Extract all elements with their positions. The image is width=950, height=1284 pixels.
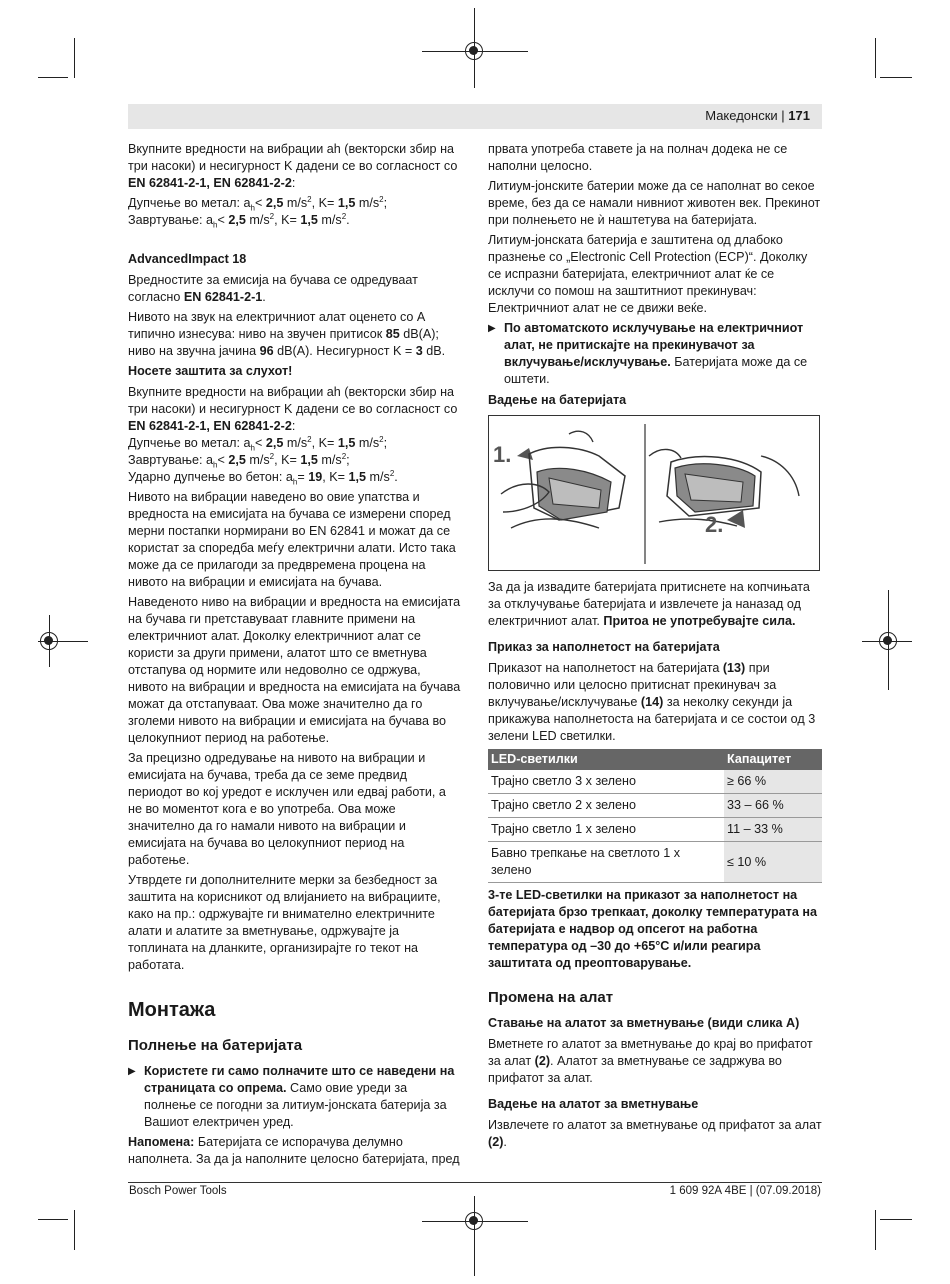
table-cell: 33 – 66 % <box>724 794 822 818</box>
table-cell: Трајно светло 3 x зелено <box>488 770 724 794</box>
vibration-intro-2: Вкупните вредности на вибрации ah (векторски збир на три насоки) и несигурност K дадени се во согласност со EN 62841-2-1, EN 62841-2-2: <box>128 385 458 433</box>
header-separator: | <box>781 108 785 123</box>
paragraph: првата употреба ставете ја на полнач додека не се наполни целосно. <box>488 142 788 173</box>
table-row <box>488 770 822 794</box>
indicator-text: Приказот на наполнетост на батеријата (13) при половично или целосно притиснат прекинувач за вклучување/исклучување (14) за неколку секунди ја прикажува наполнетоста на батеријата и се состои од 3 зелени LED светилки. <box>488 661 816 743</box>
montage-heading: Монтажа <box>128 999 216 1021</box>
battery-removal-illustration <box>489 416 820 571</box>
crop-mark <box>880 77 912 78</box>
crop-mark <box>74 38 75 78</box>
remove-tool-heading: Вадење на алатот за вметнување <box>488 1097 699 1111</box>
table-cell: Трајно светло 1 x зелено <box>488 818 724 842</box>
paragraph: Литиум-јонската батерија е заштитена од длабоко празнење со „Electronic Cell Protection (ECP)“. Доколку се испразни батеријата, електричниот алат ќе се исклучи со помош на заштитниот прекинувач: Електричниот алат не се движи веќе. <box>488 233 808 315</box>
crop-mark <box>474 1196 475 1276</box>
vibration-intro: Вкупните вредности на вибрации ah (векторски збир на три насоки) и несигурност K дадени се во согласност со EN 62841-2-1, EN 62841-2-2: <box>128 142 458 190</box>
insert-tool-heading: Ставање на алатот за вметнување (види слика A) <box>488 1016 800 1030</box>
table-header: LED-светилки <box>488 749 724 770</box>
table-row <box>488 794 822 818</box>
table-header-row <box>488 749 822 770</box>
registration-mark-icon <box>465 1212 483 1230</box>
registration-mark-icon <box>465 42 483 60</box>
footer-doc-number: 1 609 92A 4BE | (07.09.2018) <box>669 1185 821 1197</box>
charger-bullet: ▶ Користете ги само полначите што се наведени на страницата со опрема. Само овие уреди за полнење се погодни за литиум-јонската батерија за Вашиот електричен уред. <box>128 1063 462 1131</box>
left-column <box>128 141 462 1171</box>
table-cell: ≤ 10 % <box>724 842 822 883</box>
auto-shutoff-bullet: ▶ По автоматското исклучување на електричниот алат, не притискајте на прекинувачот за вклучување/исклучување. Батеријата може да се оштети. <box>488 320 822 388</box>
drill-metal-value: Дупчење во метал: $a_h< 2,5$ $m/s^2$, K= 1,5 $m/s^2$; <box>128 194 388 213</box>
noise-values: Нивото на звук на електричниот алат оценето со A типично изнесува: ниво на звучен притисок 85 dB(A); ниво на звучна јачина 96 dB(A). Несигурност K = 3 dB. <box>128 310 446 358</box>
table-row <box>488 842 822 883</box>
noise-intro: Вредностите за емисија на бучава се одредуваат согласно EN 62841-2-1. <box>128 273 418 304</box>
screwdriving-value-2: Завртување: $a_h< 2,5$ $m/s^2$, K= 1,5 $m/s^2$; <box>128 451 350 470</box>
table-cell: ≥ 66 % <box>724 770 822 794</box>
insert-tool-text: Вметнете го алатот за вметнување до крај во прифатот за алат (2). Алатот за вметнување се задржува во прифатот за алат. <box>488 1037 813 1085</box>
registration-mark-icon <box>879 632 897 650</box>
section-title: AdvancedImpact 18 <box>128 252 247 266</box>
charge-indicator-heading: Приказ за наполнетост на батеријата <box>488 640 720 654</box>
removal-text: За да ја извадите батеријата притиснете на копчињата за отклучување батеријата и извлечете ја наназад од електричниот алат. Притоа не употребувајте сила. <box>488 580 810 628</box>
table-cell: Трајно светло 2 x зелено <box>488 794 724 818</box>
table-cell: 11 – 33 % <box>724 818 822 842</box>
crop-mark <box>875 1210 876 1250</box>
footer-rule <box>128 1182 822 1183</box>
hearing-warning: Носете заштита за слухот! <box>128 364 293 378</box>
battery-removal-heading: Вадење на батеријата <box>488 393 627 407</box>
crop-mark <box>38 1219 68 1220</box>
led-warning: 3-те LED-светилки на приказот за наполнетост на батеријата брзо трепкаат, доколку температурата на батеријата е надвор од опсегот на работна температура од –30 до +65°C и/или реагира заштитата од преоптоварување. <box>488 888 817 970</box>
led-capacity-table <box>488 749 822 883</box>
paragraph: За прецизно одредување на нивото на вибрации и емисијата на бучава, треба да се земе предвид периодот во кој уредот е исклучен или едвај работи, а не во моментот кога е во употреба. Ова може значително да го намали нивото на вибрации и емисијата на бучава во целокупниот период на работење. <box>128 751 446 867</box>
crop-mark <box>38 77 68 78</box>
footer-brand: Bosch Power Tools <box>129 1185 227 1197</box>
paragraph: Утврдете ги дополнителните мерки за безбедност за заштита на корисникот од влијанието на вибрациите, како на пр.: одржувајте ги внимателно електричните алати и алатите за вметнување, одржувајте ја топлината на дланките, организирајте го текот на работата. <box>128 873 441 972</box>
page-header <box>705 108 810 123</box>
paragraph: Нивото на вибрации наведено во овие упатства и вредноста на емисијата на бучава се измерени според мерни постапки нормирани во EN 62841 и можат да се користат за споредба меѓу електрични алати. Исто така може да се прилагоди за предвремена процена на нивото на вибрации и емисијата на бучава. <box>128 490 456 589</box>
crop-mark <box>74 1210 75 1250</box>
figure-step-1: 1. <box>493 442 512 467</box>
crop-mark <box>880 1219 912 1220</box>
charging-heading: Полнење на батеријата <box>128 1037 303 1054</box>
right-column <box>488 141 822 1154</box>
registration-mark-icon <box>40 632 58 650</box>
note: Напомена: Батеријата се испорачува делумно наполнета. За да ја наполните целосно батеријата, пред <box>128 1135 460 1166</box>
table-header: Капацитет <box>724 749 822 770</box>
crop-mark <box>875 38 876 78</box>
table-cell: Бавно трепкање на светлото 1 x зелено <box>488 842 724 883</box>
drill-metal-value-2: Дупчење во метал: $a_h< 2,5$ $m/s^2$, K= 1,5 $m/s^2$; <box>128 434 388 453</box>
paragraph: Наведеното ниво на вибрации и вредноста на емисијата на бучава ги претставуваат главните примени на електричниот алат. Доколку електричниот алат се користи за други примени, алатот што се вметнува отстапува од нормите или недоволно се одржува, нивото на вибрации и вредноста на емисијата на бучава можат да отстапуваат. Ова може значително да го зголеми нивото на вибрации и емисијата на бучава во целокупниот период на работење. <box>128 595 461 745</box>
remove-tool-text: Извлечете го алатот за вметнување од прифатот за алат (2). <box>488 1118 822 1149</box>
screwdriving-value: Завртување: $a_h< 2,5$ $m/s^2$, K= 1,5 $m/s^2$. <box>128 211 350 230</box>
page-number: 171 <box>788 108 810 123</box>
table-row <box>488 818 822 842</box>
header-language: Македонски <box>705 108 778 123</box>
battery-removal-figure <box>488 415 820 571</box>
tool-change-heading: Промена на алат <box>488 989 614 1006</box>
concrete-value: Ударно дупчење во бетон: $a_h= 19$, K= 1,5 $m/s^2$. <box>128 468 398 487</box>
paragraph: Литиум-јонските батерии може да се наполнат во секое време, без да се намали нивниот животен век. Прекинот при полнењето не ѝ наштетува на батеријата. <box>488 179 821 227</box>
figure-step-2: 2. <box>705 512 724 537</box>
